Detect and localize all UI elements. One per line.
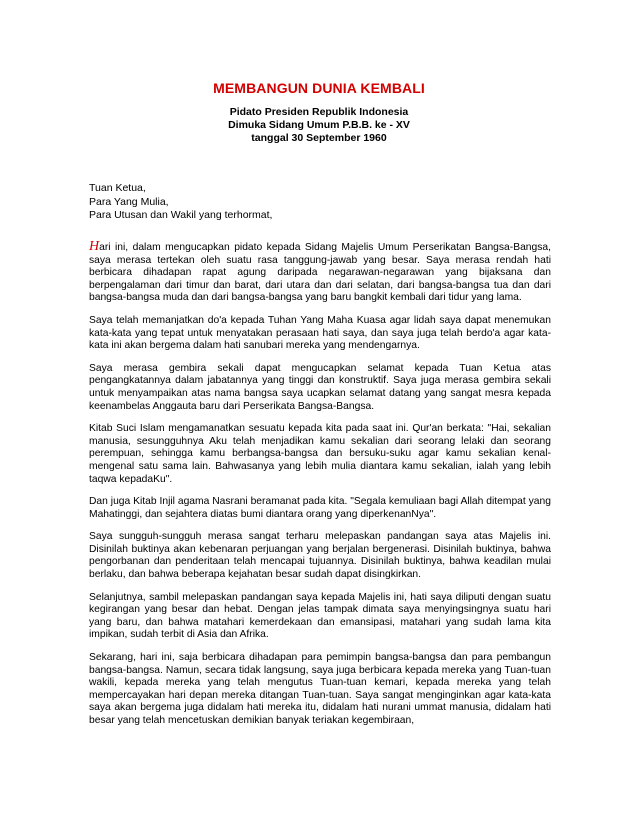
greeting-line: Tuan Ketua,	[89, 182, 146, 194]
drop-cap: H	[89, 239, 100, 254]
speech-body	[89, 241, 551, 738]
paragraph-text: ari ini, dalam mengucapkan pidato kepada Sidang Majelis Umum Perserikatan Bangsa-Bangsa, saya merasa tertekan oleh suatu rasa tanggung-jawab yang besar. Saya merasa rendah hati berbicara dihadapan rapat agung daripada negarawan-negarawan yang bijaksana dan berpengalaman dari timur dan barat, dari utara dan dari selatan, dari bangsa-bangsa tua dan dari bangsa-bangsa muda dan dari bangsa-bangsa yang baru bangkit kembali dari tidur yang lama.	[89, 242, 551, 304]
paragraph-4: Kitab Suci Islam mengamanatkan sesuatu kepada kita pada saat ini. Qur'an berkata: "Hai, sekalian manusia, sesungguhnya Aku telah menjadikan kamu sekalian dari seorang lelaki dan seorang perempuan, sehingga kamu berbangsa-bangsa dan bersuku-suku agar kamu sekalian kenal-mengenal satu sama lain. Bahwasanya yang lebih mulia diantara kamu sekalian, ialah yang lebih taqwa kepadaKu".	[89, 423, 551, 485]
subtitle-line-3: tanggal 30 September 1960	[251, 132, 387, 144]
greeting-line: Para Utusan dan Wakil yang terhormat,	[89, 209, 273, 221]
paragraph-6: Saya sungguh-sungguh merasa sangat terharu melepaskan pandangan saya atas Majelis ini. Disinilah buktinya akan kebenaran perjuangan yang berjalan bergenerasi. Disinilah buktinya, bahwa pengorbanan dan penderitaan telah mencapai tujuannya. Disinilah buktinya, bahwa keadilan mulai berlaku, dan bahwa beberapa kejahatan besar sudah dapat disingkirkan.	[89, 531, 551, 581]
greeting	[89, 182, 549, 223]
paragraph-8: Sekarang, hari ini, saja berbicara dihadapan para pemimpin bangsa-bangsa dan para pembangun bangsa-bangsa. Namun, secara tidak langsung, saya juga berbicara kepada mereka yang Tuan-tuan wakili, kepada mereka yang telah mengutus Tuan-tuan kemari, kepada mereka yang telah mempercayakan hari depan mereka ditangan Tuan-tuan. Saya sangat menginginkan agar kata-kata saya akan bergema juga didalam hati mereka itu, didalam hati nurani ummat manusia, didalam hati besar yang telah mencetuskan demikian banyak teriakan kegembiraan,	[89, 652, 551, 726]
paragraph-7: Selanjutnya, sambil melepaskan pandangan saya kepada Majelis ini, hati saya diliputi dengan suatu kegirangan yang besar dan hebat. Dengan jelas tampak dimata saya menyingsingnya suatu hari yang baru, dan bahwa matahari kemerdekaan dan emansipasi, matahari yang sudah lama kita impikan, sudah terbit di Asia dan Afrika.	[89, 591, 551, 641]
subtitle-line-1: Pidato Presiden Republik Indonesia	[229, 106, 409, 118]
paragraph-2: Saya telah memanjatkan do'a kepada Tuhan Yang Maha Kuasa agar lidah saya dapat menemukan kata-kata yang tepat untuk menyatakan perasaan hati saya, dan saya juga telah berdo'a agar kata-kata ini akan bergema dalam hati sanubari mereka yang mendengarnya.	[89, 314, 551, 352]
greeting-line: Para Yang Mulia,	[89, 195, 169, 208]
subtitle-line-2: Dimuka Sidang Umum P.B.B. ke - XV	[228, 119, 410, 131]
paragraph-3: Saya merasa gembira sekali dapat mengucapkan selamat kepada Tuan Ketua atas pengangkatannya dalam jabatannya yang tinggi dan konstruktif. Saya juga merasa gembira sekali untuk menyampaikan atas nama bangsa saya ucapkan selamat datang yang sangat mesra kepada keenambelas Anggauta baru dari Perserikata Bangsa-Bangsa.	[89, 362, 551, 412]
paragraph-1	[89, 241, 551, 305]
paragraph-5: Dan juga Kitab Injil agama Nasrani beramanat pada kita. "Segala kemuliaan bagi Allah ditempat yang Mahatinggi, dan sejahtera diatas bumi diantara orang yang diperkenanNya".	[89, 496, 551, 520]
page-title: MEMBANGUN DUNIA KEMBALI	[213, 80, 425, 96]
